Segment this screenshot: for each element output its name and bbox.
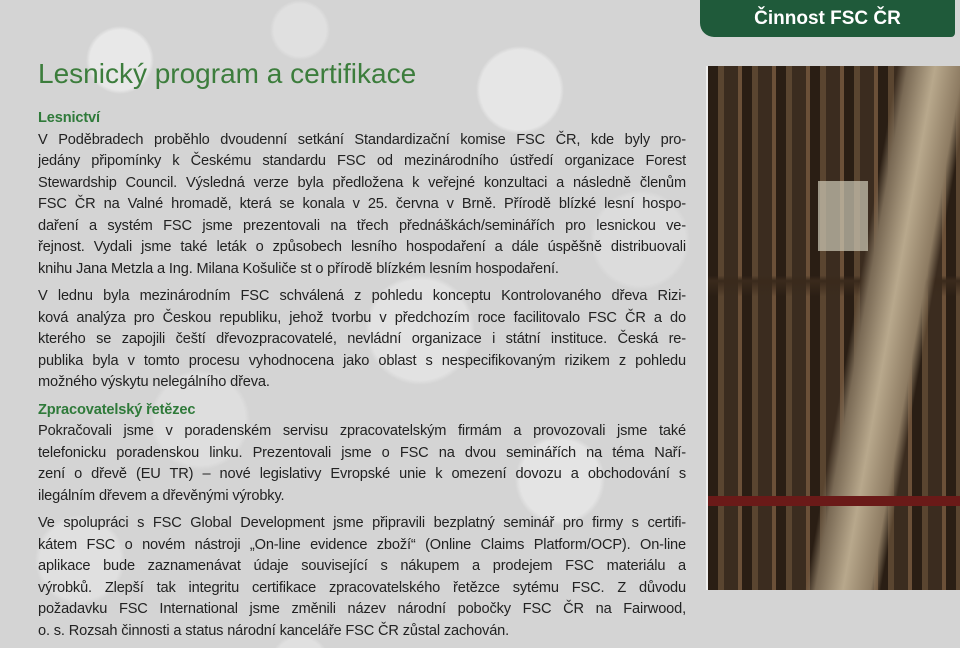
text-line: Pokračovali jsme v poradenském servisu zpracovatelským firmám a provozovali jsme také bbox=[38, 423, 686, 439]
section-tab: Činnost FSC ČR bbox=[700, 0, 955, 37]
paragraph bbox=[38, 513, 686, 642]
text-line: Stewardship Council. Výsledná verze byla předložena k veřejné konzultaci a následně členům bbox=[38, 174, 686, 191]
text-line: jedány připomínky k Českému standardu FSC od mezinárodního ústředí organizace Forest bbox=[38, 153, 686, 169]
page-title: Lesnický program a certifikace bbox=[38, 58, 417, 89]
sawmill-photo bbox=[706, 66, 960, 590]
section-heading: Zpracovatelský řetězec bbox=[38, 401, 196, 418]
text-line: aplikace bude zaznamenávat údaje související s nákupem a prodejem FSC materiálu a bbox=[38, 558, 686, 574]
photo-beam bbox=[708, 496, 960, 506]
paragraph bbox=[38, 421, 686, 507]
text-line: kterého se zapojili čeští dřevozpracovatelé, nevládní organizace i státní instituce. Česká re- bbox=[38, 331, 686, 347]
paragraph bbox=[38, 286, 686, 394]
text-line: požadavku FSC International jsme změnili název národní pobočky FSC ČR na Fairwood, bbox=[38, 601, 686, 617]
article-body bbox=[38, 108, 686, 648]
text-line: možného výskytu nelegálního dřeva. bbox=[38, 374, 270, 390]
text-line: výrobků. Zlepší tak integritu certifikace zpracovatelského řetězce sytému FSC. Z důvodu bbox=[38, 579, 686, 596]
text-line: řejnost. Vydali jsme také leták o způsobech lesního hospodaření a dále úspěšně distribuovali bbox=[38, 239, 686, 255]
text-line: V lednu byla mezinárodním FSC schválená z pohledu konceptu Kontrolovaného dřeva Rizi- bbox=[38, 288, 686, 304]
section-heading: Lesnictví bbox=[38, 110, 100, 126]
text-line: knihu Jana Metzla a Ing. Milana Košuliče st o přírodě blízkém lesním hospodaření. bbox=[38, 260, 559, 277]
text-line: telefonicku poradenskou linku. Prezentovali jsme o FSC na dvou seminářích na téma Naří- bbox=[38, 444, 686, 461]
text-line: publika byla v tomto procesu vyhodnocena jako oblast s nespecifikovaným rizikem z pohledu bbox=[38, 352, 686, 369]
text-line: daření a systém FSC jsme prezentovali na třech přednáškách/seminářích pro lesnickou ve- bbox=[38, 217, 686, 234]
paragraph bbox=[38, 130, 686, 281]
text-line: ková analýza pro Českou republiku, jehož tvorbu v předchozím roce facilitovalo FSC ČR a do bbox=[38, 309, 686, 326]
text-line: V Poděbradech proběhlo dvoudenní setkání Standardizační komise FSC ČR, kde byly pro- bbox=[38, 131, 686, 148]
photo-window bbox=[818, 181, 868, 251]
text-line: o. s. Rozsah činnosti a status národní kanceláře FSC ČR zůstal zachován. bbox=[38, 622, 510, 639]
text-line: kátem FSC o novém nástroji „On-line evidence zboží“ (Online Claims Platform/OCP). On-line bbox=[38, 536, 686, 553]
text-line: ilegálním dřevem a dřevěnými výrobky. bbox=[38, 487, 285, 504]
text-line: zení o dřevě (EU TR) – nové legislativy Evropské unie k omezení dovozu a obchodování s bbox=[38, 466, 686, 482]
text-line: FSC ČR na Valné hromadě, která se konala v 25. června v Brně. Přírodě blízké lesní hospo- bbox=[38, 196, 686, 212]
text-line: Ve spolupráci s FSC Global Development jsme připravili bezplatný seminář pro firmy s certifi- bbox=[38, 515, 686, 531]
